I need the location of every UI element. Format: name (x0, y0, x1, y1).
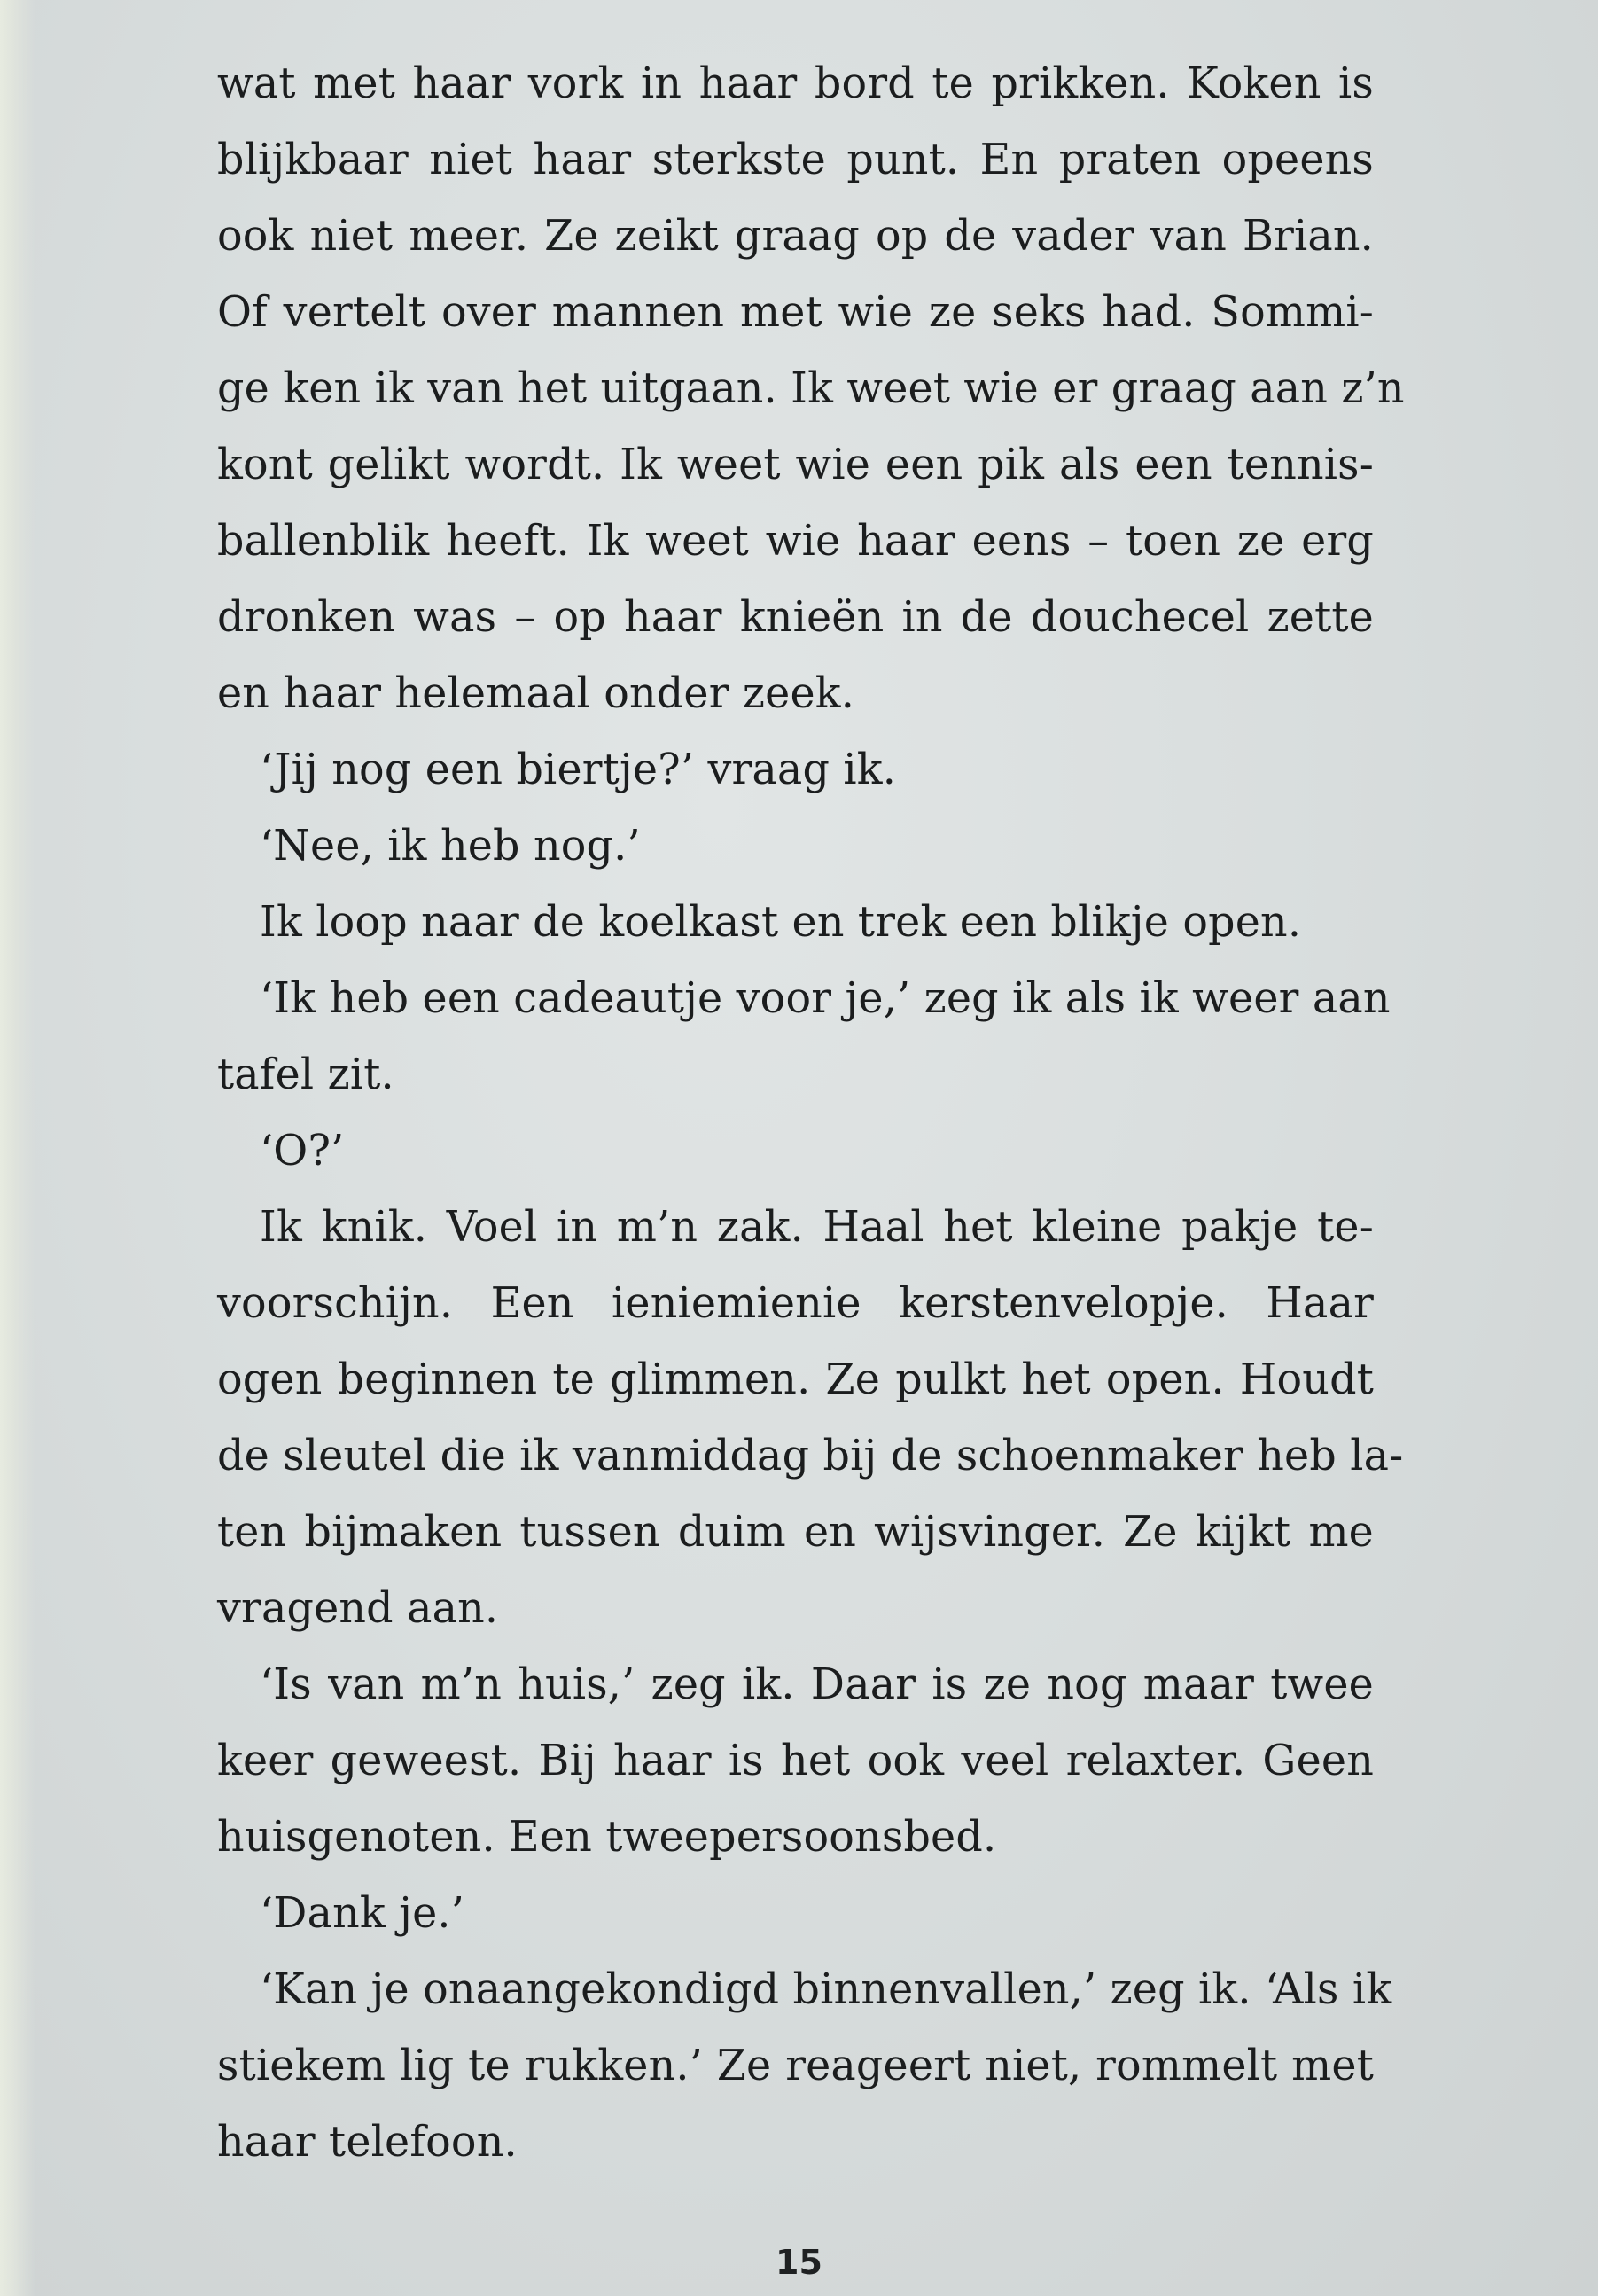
page-number: 15 (776, 2243, 822, 2282)
text-line: ten bijmaken tussen duim en wijsvinger. Ze kijkt me (217, 1508, 1374, 1557)
page-edge-shadow (0, 0, 35, 2296)
text-line: ook niet meer. Ze zeikt graag op de vader van Brian. (217, 212, 1374, 261)
text-line: de sleutel die ik vanmiddag bij de schoenmaker heb la- (217, 1432, 1404, 1480)
text-line: ‘O?’ (260, 1127, 345, 1175)
text-line: ‘Is van m’n huis,’ zeg ik. Daar is ze nog maar twee (260, 1660, 1374, 1709)
text-line: huisgenoten. Een tweepersoonsbed. (217, 1813, 997, 1862)
text-line: Ik loop naar de koelkast en trek een blikje open. (260, 898, 1302, 947)
text-line: blijkbaar niet haar sterkste punt. En praten opeens (217, 136, 1374, 184)
text-line: tafel zit. (217, 1050, 394, 1099)
text-line: Ik knik. Voel in m’n zak. Haal het kleine pakje te- (260, 1203, 1374, 1252)
text-line: ge ken ik van het uitgaan. Ik weet wie er graag aan z’n (217, 364, 1405, 413)
text-line: ‘Jij nog een biertje?’ vraag ik. (260, 746, 897, 794)
text-line: dronken was – op haar knieën in de douchecel zette (217, 593, 1374, 642)
text-line: vragend aan. (217, 1584, 499, 1633)
text-line: en haar helemaal onder zeek. (217, 669, 855, 718)
text-line: ogen beginnen te glimmen. Ze pulkt het open. Houdt (217, 1355, 1374, 1404)
text-line: ‘Ik heb een cadeautje voor je,’ zeg ik als ik weer aan (260, 974, 1391, 1023)
text-line: ballenblik heeft. Ik weet wie haar eens – toen ze erg (217, 517, 1374, 566)
text-line: haar telefoon. (217, 2118, 518, 2167)
text-line: voorschijn. Een ieniemienie kerstenvelopje. Haar (217, 1279, 1374, 1328)
text-line: kont gelikt wordt. Ik weet wie een pik als een tennis- (217, 441, 1374, 489)
text-line: stiekem lig te rukken.’ Ze reageert niet, rommelt met (217, 2042, 1374, 2090)
text-line: ‘Dank je.’ (260, 1889, 465, 1938)
text-line: keer geweest. Bij haar is het ook veel relaxter. Geen (217, 1737, 1374, 1785)
text-line: wat met haar vork in haar bord te prikken. Koken is (217, 59, 1374, 108)
text-line: Of vertelt over mannen met wie ze seks had. Sommi- (217, 288, 1374, 337)
text-line: ‘Kan je onaangekondigd binnenvallen,’ zeg ik. ‘Als ik (260, 1965, 1392, 2014)
text-line: ‘Nee, ik heb nog.’ (260, 822, 641, 871)
body-text (217, 46, 1405, 2181)
